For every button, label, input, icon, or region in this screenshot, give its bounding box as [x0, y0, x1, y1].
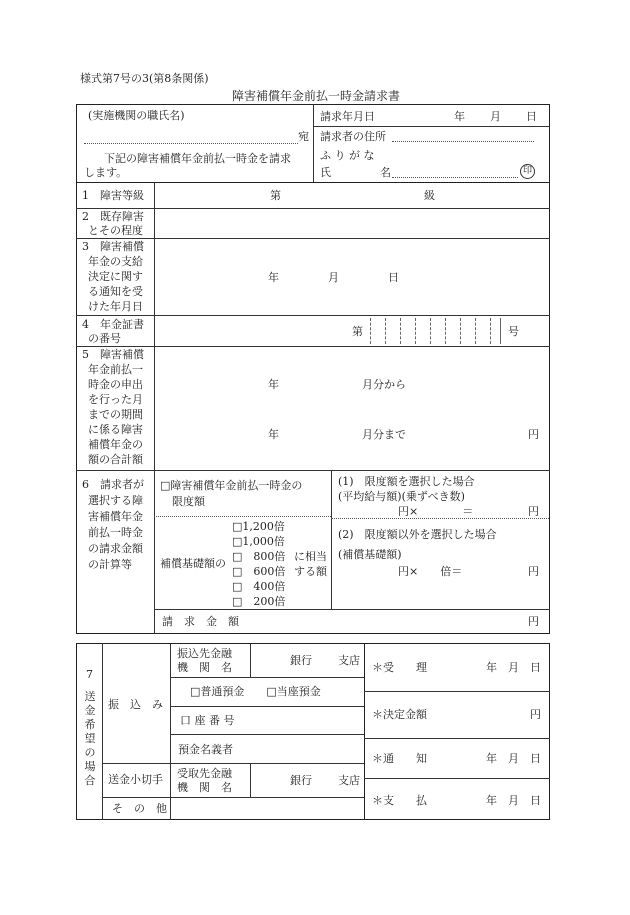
recv-bank-text: 銀行: [290, 774, 312, 787]
addressee-suffix: 宛: [298, 130, 309, 143]
account-holder-label: 預金名義者: [178, 743, 233, 756]
office-notice-label: ＊通 知: [372, 752, 427, 765]
case2-calc: 円× 倍＝: [398, 565, 463, 578]
case1-title: (1) 限度額を選択した場合: [338, 475, 475, 488]
address-field[interactable]: [392, 141, 534, 142]
account-number-label: 口 座 番 号: [180, 714, 235, 727]
check-label: 送金小切手: [108, 773, 163, 786]
name-field[interactable]: [392, 177, 518, 178]
row1-kyu: 級: [424, 189, 435, 202]
row3-month: 月: [328, 271, 339, 284]
office-paid-label: ＊支 払: [372, 794, 427, 807]
case1-calc: 円× ＝: [398, 505, 474, 518]
office-notice-value: 年 月 日: [486, 752, 541, 765]
equiv-label-1: に相当: [294, 550, 327, 563]
name-label-1: 氏: [320, 166, 331, 179]
row2-label-1: 2 既存障害: [82, 210, 144, 223]
case2-title: (2) 限度額以外を選択した場合: [338, 528, 497, 541]
limit-checkbox-label[interactable]: □障害補償年金前払一時金の: [160, 479, 303, 492]
date-year: 年: [454, 110, 465, 123]
row5-month-from: 月分から: [362, 378, 406, 391]
row4-label-1: 4 年金証書: [82, 318, 144, 331]
bank-label-2: 機 関 名: [177, 661, 232, 674]
recv-branch-text: 支店: [338, 774, 360, 787]
sec7-number: 7: [86, 668, 93, 681]
request-date-label: 請求年月日: [320, 110, 375, 123]
row4-dai: 第: [352, 325, 363, 338]
office-received-value: 年 月 日: [486, 661, 541, 674]
case1-yen: 円: [528, 505, 539, 518]
office-received-label: ＊受 理: [372, 661, 427, 674]
form-title: 障害補償年金前払一時金請求書: [232, 89, 401, 103]
form-number: 様式第7号の3(第8条関係): [80, 72, 209, 85]
case1-sub: (平均給与額)(乗ずべき数): [338, 490, 465, 503]
claim-amount-yen: 円: [528, 615, 539, 628]
name-label-2: 名: [380, 166, 391, 179]
sec7-vertical-label: 送金希望の場合: [84, 690, 96, 787]
bank-label-1: 振込先金融: [177, 647, 232, 660]
date-month: 月: [490, 110, 501, 123]
row1-dai: 第: [270, 189, 281, 202]
furigana-label: ふ り が な: [320, 149, 375, 162]
row4-go: 号: [508, 325, 519, 338]
date-day: 日: [526, 110, 537, 123]
request-text-1: 下記の障害補償年金前払一時金を請求: [104, 152, 291, 165]
row5-yen: 円: [528, 428, 539, 441]
case2-sub: (補償基礎額): [338, 548, 402, 561]
row3-day: 日: [388, 271, 399, 284]
row4-label-2: の番号: [88, 332, 121, 345]
row5-year-from: 年: [268, 378, 279, 391]
office-paid-value: 年 月 日: [486, 794, 541, 807]
limit-label-2: 限度額: [172, 495, 205, 508]
bank-text: 銀行: [290, 654, 312, 667]
base-amount-label: 補償基礎額の: [160, 557, 226, 570]
row2-label-2: とその程度: [88, 224, 143, 237]
row5-year-to: 年: [268, 428, 279, 441]
row5-month-to: 月分まで: [362, 428, 406, 441]
agency-name-field[interactable]: [84, 143, 298, 144]
office-decided-label: ＊決定金額: [372, 708, 427, 721]
row1-label: 1 障害等級: [82, 189, 144, 202]
row3-year: 年: [268, 271, 279, 284]
recv-label-1: 受取先金融: [177, 767, 232, 780]
equiv-label-2: する額: [294, 565, 327, 578]
deposit-type-checkboxes[interactable]: □普通預金 □当座預金: [190, 685, 321, 698]
seal-mark: 印: [520, 164, 535, 179]
furikomi-label: 振 込 み: [108, 698, 163, 711]
address-label: 請求者の住所: [320, 130, 386, 143]
request-text-2: します。: [84, 166, 128, 179]
other-label: そ の 他: [112, 802, 167, 815]
recv-label-2: 機 関 名: [177, 781, 232, 794]
case2-yen: 円: [528, 565, 539, 578]
claim-amount-label: 請 求 金 額: [162, 615, 239, 628]
branch-text: 支店: [338, 654, 360, 667]
agency-label: (実施機関の職氏名): [88, 109, 185, 122]
office-decided-value: 円: [530, 708, 541, 721]
